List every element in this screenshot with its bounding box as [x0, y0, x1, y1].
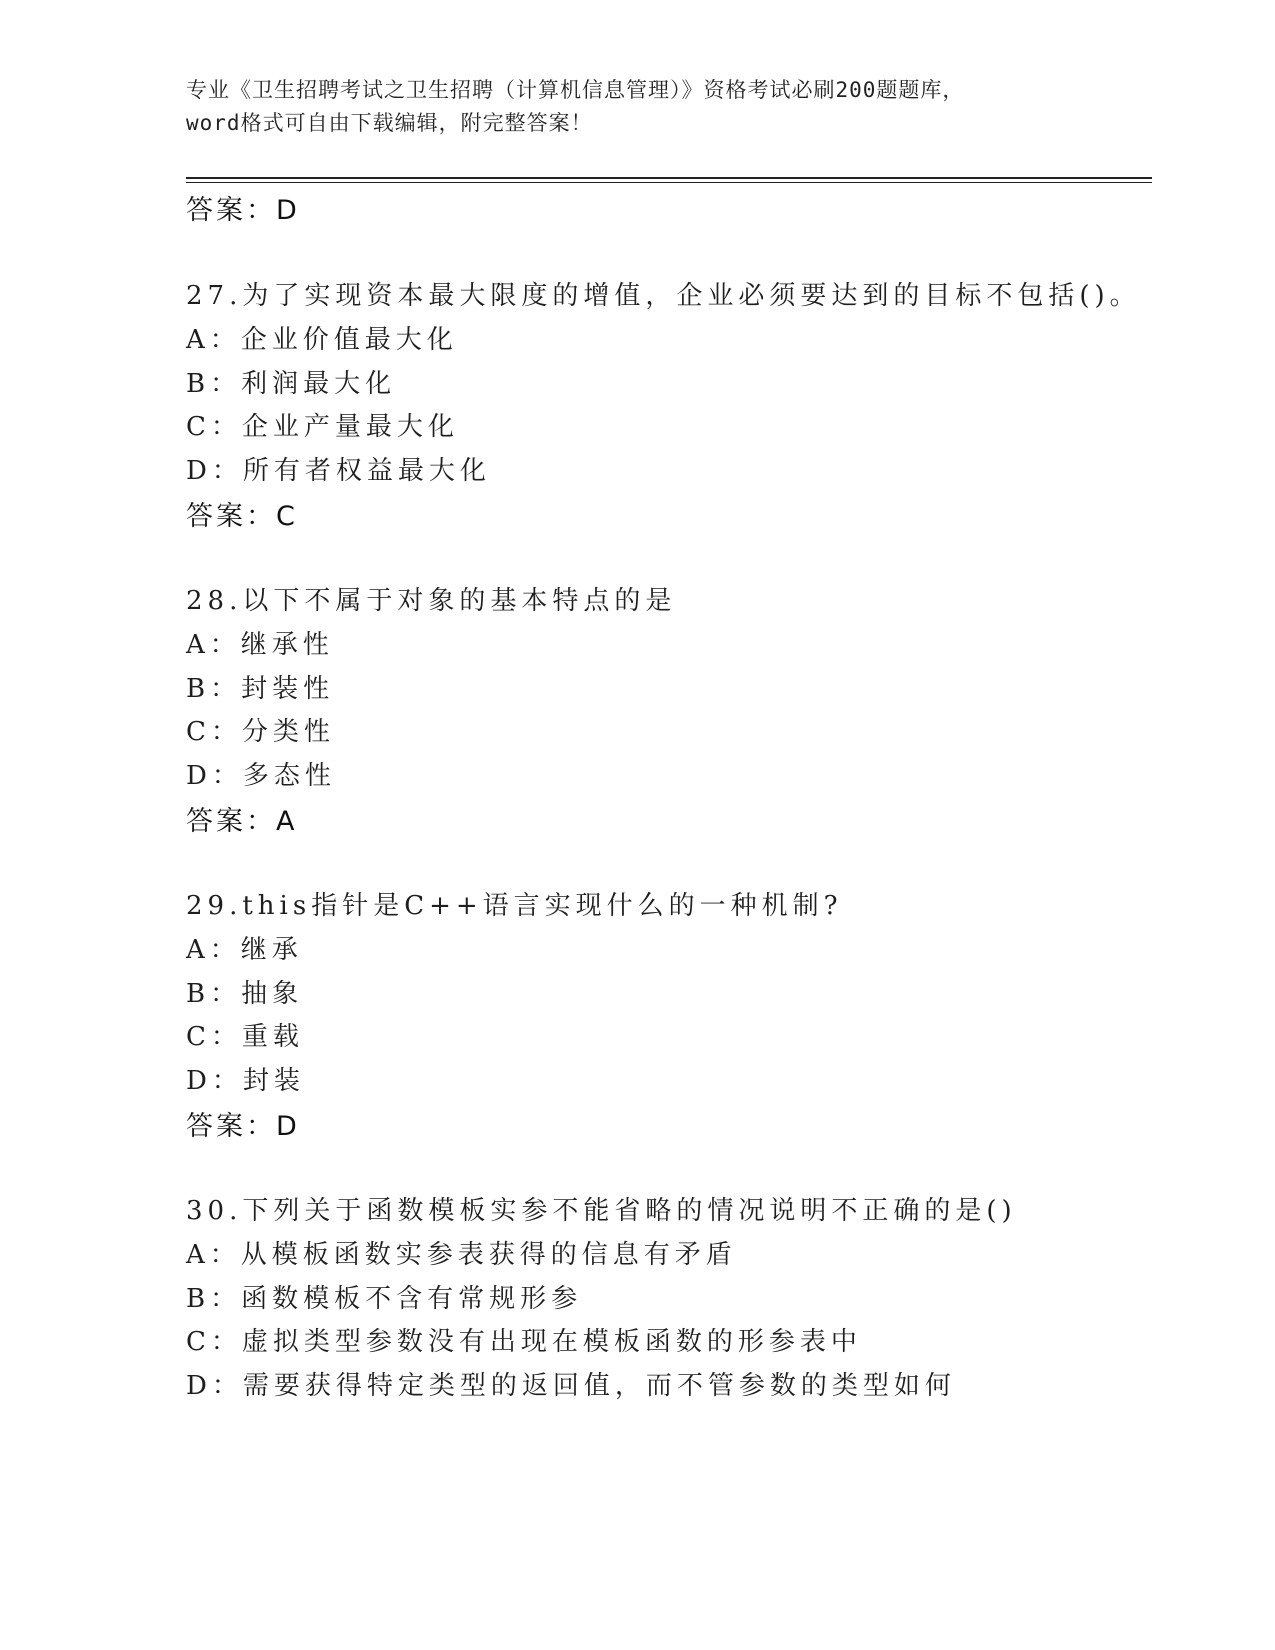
question-28-stem: 28.以下不属于对象的基本特点的是 [186, 586, 677, 616]
question-30-stem: 30.下列关于函数模板实参不能省略的情况说明不正确的是() [186, 1196, 1017, 1226]
question-29-option-c: C：重载 [186, 1022, 304, 1052]
question-30-option-a: A：从模板函数实参表获得的信息有矛盾 [186, 1240, 737, 1270]
question-30-option-d: D：需要获得特定类型的返回值，而不管参数的类型如何 [186, 1371, 956, 1401]
question-27-option-d: D：所有者权益最大化 [186, 456, 491, 486]
question-27-option-b: B：利润最大化 [186, 369, 397, 399]
question-28-answer: 答案：A [186, 806, 298, 837]
header-line-1: 专业《卫生招聘考试之卫生招聘（计算机信息管理）》资格考试必刷200题题库， [186, 78, 965, 102]
question-27-option-c: C：企业产量最大化 [186, 412, 459, 442]
question-27-answer: 答案：C [186, 501, 298, 532]
previous-answer: 答案：D [186, 195, 300, 226]
header-rule-thick [186, 177, 1152, 179]
header-rule-thin [186, 182, 1152, 183]
question-29-option-b: B：抽象 [186, 979, 304, 1009]
question-28-option-a: A：继承性 [186, 630, 334, 660]
question-30-option-b: B：函数模板不含有常规形参 [186, 1284, 583, 1314]
question-30-option-c: C：虚拟类型参数没有出现在模板函数的形参表中 [186, 1327, 862, 1357]
question-28-option-c: C：分类性 [186, 717, 335, 747]
question-29-option-a: A：继承 [186, 935, 303, 965]
question-28-option-d: D：多态性 [186, 761, 336, 791]
question-29-answer: 答案：D [186, 1111, 300, 1142]
question-29-option-d: D：封装 [186, 1066, 305, 1096]
question-27-stem: 27.为了实现资本最大限度的增值，企业必须要达到的目标不包括()。 [186, 281, 1141, 311]
question-28-option-b: B：封装性 [186, 674, 335, 704]
document-header [186, 74, 1106, 140]
header-line-2: word格式可自由下载编辑，附完整答案！ [186, 111, 593, 135]
question-29-stem: 29.this指针是C++语言实现什么的一种机制? [186, 891, 843, 921]
question-27-option-a: A：企业价值最大化 [186, 325, 458, 355]
